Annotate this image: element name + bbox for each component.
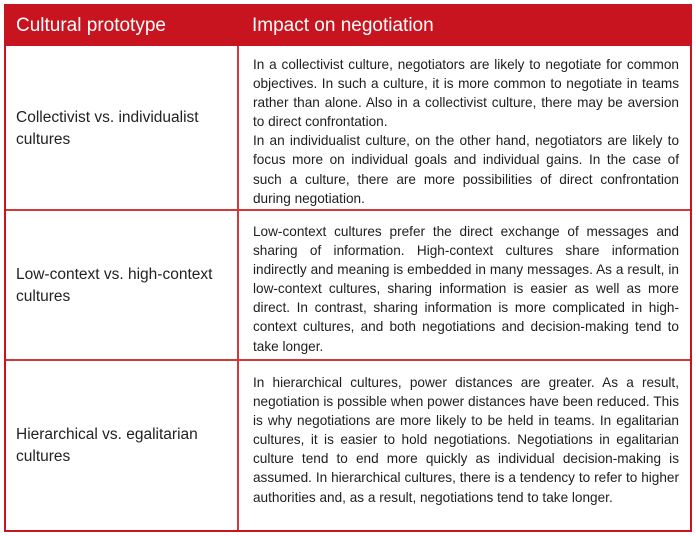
prototype-cell: Hierarchical vs. egalitarian cultures [6, 361, 239, 530]
prototype-cell: Low-context vs. high-context cultures [6, 211, 239, 361]
impact-cell [239, 361, 690, 530]
impact-paragraph: In an individualist culture, on the other hand, negotiators are likely to focus more on individual goals and individual gains. In the case of such a culture, there are more possibilities of direct confrontation during negotiation. [253, 133, 679, 206]
impact-cell [239, 46, 690, 211]
impact-paragraph: In a collectivist culture, negotiators are likely to negotiate for common objectives. In such a culture, it is more common to negotiate in teams rather than alone. Also in a collectivist culture, there may be aversion to direct confrontation. [253, 57, 679, 130]
table-header [6, 6, 690, 46]
impact-paragraph: In hierarchical cultures, power distances are greater. As a result, negotiation is possible when power distances have been reduced. This is why negotiations are more likely to be held in teams. In egalitarian cultures, it is easier to hold negotiations. Negotiations in egalitarian culture tend to end more quickly as individual decision-making is assumed. In hierarchical cultures, there is a tendency to refer to higher authorities and, as a result, negotiations tend to take longer. [253, 375, 679, 505]
cultural-prototype-table [4, 4, 692, 532]
table-row [6, 359, 690, 530]
impact-paragraph: Low-context cultures prefer the direct exchange of messages and sharing of information. High-context cultures share information indirectly and meaning is embedded in many messages. As a result, in low-context cultures, sharing information is easier as well as more direct. In contrast, sharing information is more complicated in high-context cultures, and both negotiations and decision-making tend to take longer. [253, 224, 679, 354]
table-row [6, 209, 690, 361]
table-row [6, 46, 690, 211]
prototype-cell: Collectivist vs. individualist cultures [6, 46, 239, 211]
header-impact-on-negotiation: Impact on negotiation [252, 15, 434, 36]
impact-cell [239, 211, 690, 361]
header-cultural-prototype: Cultural prototype [16, 15, 166, 36]
